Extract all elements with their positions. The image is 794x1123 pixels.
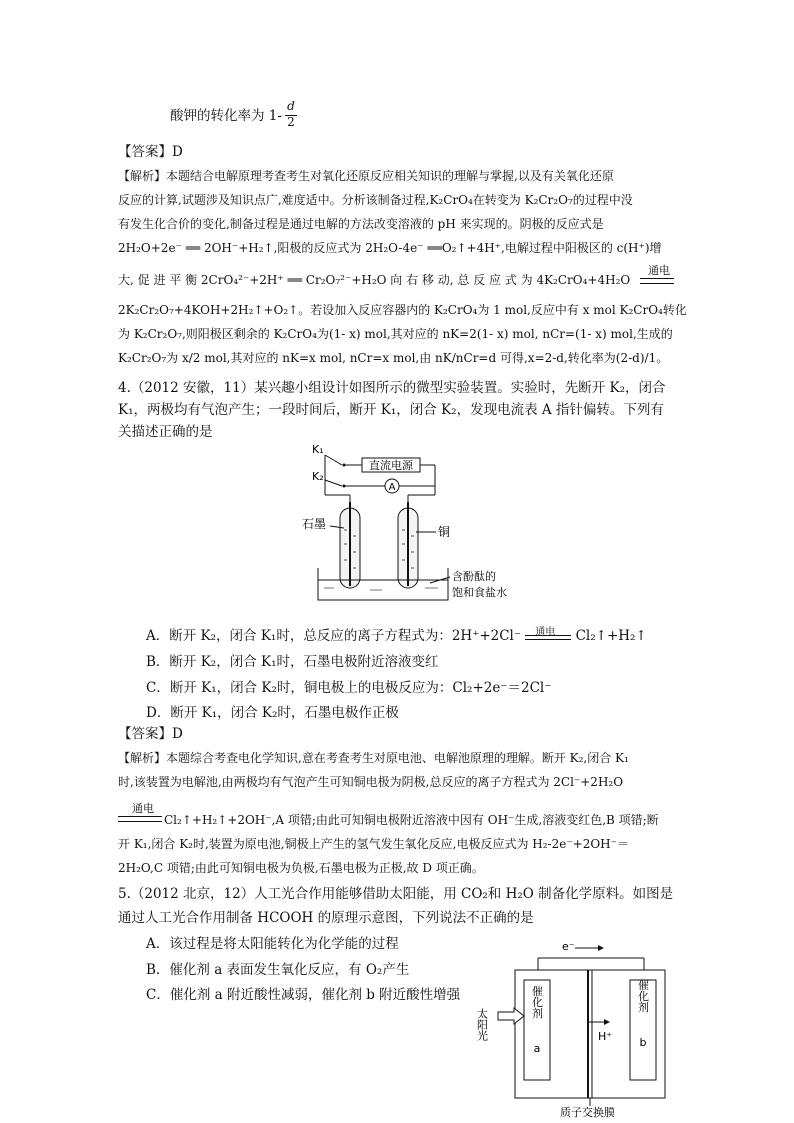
q3-analysis-line-1: 【解析】本题结合电解原理考查考生对氧化还原反应相关知识的理解与掌握,以及有关氧化还原 xyxy=(118,169,614,183)
q4-power-label: 直流电源 xyxy=(369,459,413,472)
q3-analysis-line-6: 2K₂Cr₂O₇+4KOH+2H₂↑+O₂↑。若设加入反应容器内的 K₂CrO₄为 1 mol,反应中有 x mol K₂CrO₄转化 xyxy=(118,303,687,317)
q4-analysis-line-4: 开 K₁,闭合 K₂时,装置为原电池,铜极上产生的氢气发生氧化反应,电极反应式为 H₂-2e⁻+2OH⁻＝ xyxy=(118,837,629,851)
q3-tail-line xyxy=(170,106,674,126)
q4-option-a-text: A．断开 K₂，闭合 K₁时，总反应的离子方程式为：2H⁺+2Cl⁻ xyxy=(146,628,521,644)
q4-option-d: D．断开 K₁，闭合 K₂时，石墨电极作正极 xyxy=(146,705,399,721)
q4-analysis-line-5: 2H₂O,C 项错;由此可知铜电极为负极,石墨电极为正极,故 D 项正确。 xyxy=(118,861,484,875)
q5-catalyst-b-label: 催化剂 xyxy=(636,979,650,1013)
q5-sunlight-label: 太阳光 xyxy=(475,1008,489,1041)
q5-membrane-label: 质子交换膜 xyxy=(560,1106,615,1119)
q3-analysis-line-2: 反应的计算,试题涉及知识点广,难度适中。分析该制备过程,K₂CrO₄在转变为 K₂Cr₂O₇的过程中没 xyxy=(118,193,633,207)
q4-analysis-line-1: 【解析】本题综合考查电化学知识,意在考查考生对原电池、电解池原理的理解。断开 K₂,闭合 K₁ xyxy=(118,751,629,765)
q4-analysis-line-2: 时,该装置为电解池,由两极均有气泡产生可知铜电极为阴极,总反应的离子方程式为 2Cl⁻+2H₂O xyxy=(118,775,624,789)
q4-stem-line-2: K₁，两极均有气泡产生；一段时间后，断开 K₁，闭合 K₂，发现电流表 A 指针偏转。下列有 xyxy=(118,402,664,418)
q4-trough xyxy=(318,568,448,600)
q4-option-a-arrow xyxy=(525,627,571,646)
q4-answer: 【答案】D xyxy=(118,726,183,742)
q4-analysis-arrow xyxy=(118,816,162,822)
q4-analysis-line-3: Cl₂↑+H₂↑+2OH⁻,A 项错;由此可知铜电极附近溶液中因有 OH⁻生成,溶液变红色,B 项错;断 xyxy=(164,813,659,827)
q3-tail-text: 酸钾的转化率为 1- xyxy=(170,108,282,124)
q4-stem-line-1: 4.（2012 安徽，11）某兴趣小组设计如图所示的微型实验装置。实验时，先断开 K₂，闭合 xyxy=(118,380,666,396)
q4-k2-label: K₂ xyxy=(312,470,324,483)
q4-k1-label: K₁ xyxy=(312,443,324,456)
q3-analysis-line-7: 为 K₂Cr₂O₇,则阳极区剩余的 K₂CrO₄为(1- x) mol,其对应的 nK=2(1- x) mol, nCr=(1- x) mol,生成的 xyxy=(118,327,673,341)
q4-solution-label-1: 含酚酞的 xyxy=(452,570,496,583)
q4-ammeter-label: A xyxy=(388,482,396,493)
q5-catalyst-a-letter: a xyxy=(533,1042,541,1055)
q4-copper-label: 铜 xyxy=(438,525,451,539)
q5-option-b: B．催化剂 a 表面发生氧化反应，有 O₂产生 xyxy=(146,962,410,978)
q4-graphite-label: 石墨 xyxy=(302,517,327,531)
q3-analysis-line-8: K₂Cr₂O₇为 x/2 mol,其对应的 nK=x mol, nCr=x mol,由 nK/nCr=d 可得,x=2-d,转化率为(2-d)/1。 xyxy=(118,351,669,365)
q5-option-c: C．催化剂 a 附近酸性减弱，催化剂 b 附近酸性增强 xyxy=(146,987,461,1003)
q3-frac-denominator: 2 xyxy=(287,115,295,129)
q5-cell-diagram xyxy=(475,938,680,1120)
q5-catalyst-a-label: 催化剂 xyxy=(530,985,544,1019)
q4-option-a xyxy=(146,626,647,646)
q3-electrolysis-mark: 通电 xyxy=(648,264,670,277)
q3-electrolysis-arrow xyxy=(640,278,674,284)
q3-analysis-line-4: 2H₂O+2e⁻ ══ 2OH⁻+H₂↑,阳极的反应式为 2H₂O-4e⁻ ══O₂↑+4H⁺,电解过程中阳极区的 c(H⁺)增 xyxy=(118,241,662,255)
q3-frac-numerator: d xyxy=(287,99,295,113)
q4-stem-line-3: 关描述正确的是 xyxy=(118,424,213,440)
q4-option-c: C．断开 K₁，闭合 K₂时，铜电极上的电极反应为：Cl₂+2e⁻＝2Cl⁻ xyxy=(146,680,552,696)
q4-option-a-product: Cl₂↑+H₂↑ xyxy=(575,628,647,644)
q5-stem-line-1: 5.（2012 北京，12）人工光合作用能够借助太阳能，用 CO₂和 H₂O 制备化学原料。如图是 xyxy=(118,886,674,902)
q5-option-a: A．该过程是将太阳能转化为化学能的过程 xyxy=(146,936,399,952)
q5-proton-label: H⁺ xyxy=(598,1030,613,1043)
q5-catalyst-b-letter: b xyxy=(639,1036,647,1049)
q3-analysis-line-5: 大, 促 进 平 衡 2CrO₄²⁻+2H⁺ ══ Cr₂O₇²⁻+H₂O 向 右 移 动, 总 反 应 式 为 4K₂CrO₄+4H₂O xyxy=(118,273,631,287)
q4-apparatus-diagram xyxy=(300,440,507,615)
q5-stem-line-2: 通过人工光合作用制备 HCOOH 的原理示意图，下列说法不正确的是 xyxy=(118,910,534,926)
q3-answer: 【答案】D xyxy=(118,144,183,160)
q4-solution-label-2: 饱和食盐水 xyxy=(452,586,507,599)
q4-option-b: B．断开 K₂，闭合 K₁时，石墨电极附近溶液变红 xyxy=(146,654,439,670)
q4-option-a-mark: 通电 xyxy=(535,627,556,638)
q5-electron-label: e⁻ xyxy=(562,940,575,953)
q3-analysis-line-3: 有发生化合价的变化,制备过程是通过电解的方法改变溶液的 pH 来实现的。阴极的反应式是 xyxy=(118,217,604,231)
q4-analysis-mark: 通电 xyxy=(132,802,154,815)
